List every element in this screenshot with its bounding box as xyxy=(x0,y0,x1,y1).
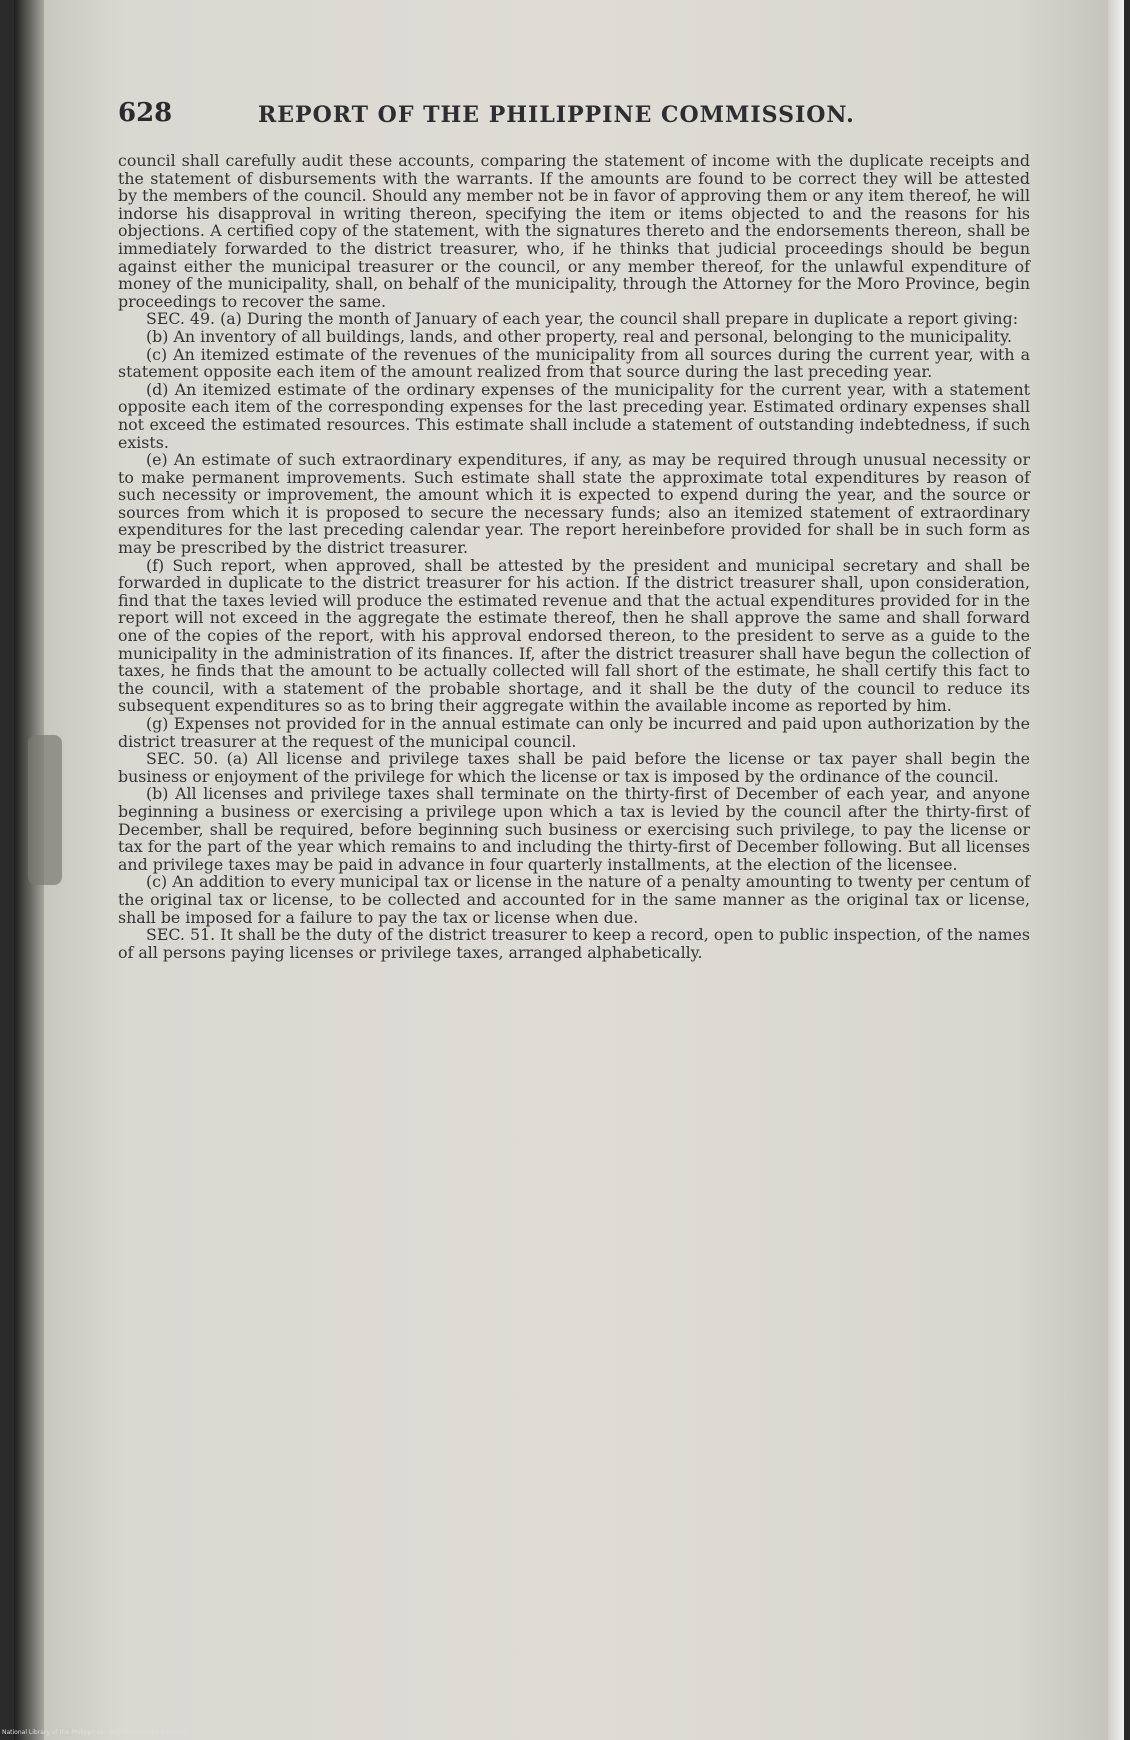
paragraph-sec-49-c: (c) An itemized estimate of the revenues of the municipality from all sources during the current year, with a statement opposite each item of the amount realized from that source during the last preceding year. xyxy=(118,344,1030,382)
paragraph-sec-49-a: SEC. 49. (a) During the month of January of each year, the council shall prepare in duplicate a report giving: xyxy=(146,309,1019,329)
paragraph-continuation: council shall carefully audit these accounts, comparing the statement of income with the duplicate receipts and the statement of disbursements with the warrants. If the amounts are found to be correct they will be attested by the members of the council. Should any member not be in favor of approving them or any item thereof, he will indorse his disapproval in writing thereon, specifying the item or items objected to and the reasons for his objections. A certified copy of the statement, with the signatures thereto and the endorsements thereon, shall be immediately forwarded to the district treasurer, who, if he thinks that judicial proceedings should be begun against either the municipal treasurer or the council, or any member thereof, for the unlawful expenditure of money of the municipality, shall, on behalf of the municipality, through the Attorney for the Moro Province, begin proceedings to recover the same. xyxy=(118,151,1030,311)
page-number: 628 xyxy=(118,98,173,128)
running-head: REPORT OF THE PHILIPPINE COMMISSION. xyxy=(258,102,855,128)
binding-clip xyxy=(28,735,62,885)
page-edge xyxy=(1108,0,1124,1740)
paragraph-sec-50-b: (b) All licenses and privilege taxes shall terminate on the thirty-first of December of each year, and anyone beginning a business or exercising a privilege upon which a tax is levied by the council after the thirty-first of December, shall be required, before beginning such business or exercising such privilege, to pay the license or tax for the part of the year which remains to and including the thirty-first of December following. But all licenses and privilege taxes may be paid in advance in four quarterly installments, at the election of the licensee. xyxy=(118,784,1030,874)
paragraph-sec-49-g: (g) Expenses not provided for in the annual estimate can only be incurred and paid upon authorization by the district treasurer at the request of the municipal council. xyxy=(118,714,1030,751)
paragraph-sec-49-e: (e) An estimate of such extraordinary expenditures, if any, as may be required through unusual necessity or to make permanent improvements. Such estimate shall state the approximate total expenditures by reason of such necessity or improvement, the amount which it is expected to expend during the year, and the source or sources from which it is proposed to secure the necessary funds; also an itemized statement of extraordinary expenditures for the last preceding calendar year. The report hereinbefore provided for shall be in such form as may be prescribed by the district treasurer. xyxy=(118,450,1030,558)
paragraph-sec-49-d: (d) An itemized estimate of the ordinary expenses of the municipality for the current year, with a statement opposite each item of the corresponding expenses for the last preceding year. Estimated ordinary expenses shall not exceed the estimated resources. This estimate shall include a statement of outstanding indebtedness, if such exists. xyxy=(118,379,1030,452)
page-header xyxy=(118,98,1028,134)
scan-credit: National Library of the Philippines - 0000P00002921 9272081 xyxy=(2,1729,188,1736)
paragraph-sec-49-b: (b) An inventory of all buildings, lands, and other property, real and personal, belonging to the municipality. xyxy=(146,326,1012,346)
body-text xyxy=(118,152,1030,961)
paragraph-sec-50-c: (c) An addition to every municipal tax or license in the nature of a penalty amounting to twenty per centum of the original tax or license, to be collected and accounted for in the same manner as the original tax or license, shall be imposed for a failure to pay the tax or license when due. xyxy=(118,872,1030,927)
paragraph-sec-50-a: SEC. 50. (a) All license and privilege taxes shall be paid before the license or tax payer shall begin the business or enjoyment of the privilege for which the license or tax is imposed by the ordinance of the council. xyxy=(118,749,1030,786)
paragraph-sec-49-f: (f) Such report, when approved, shall be attested by the president and municipal secretary and shall be forwarded in duplicate to the district treasurer for his action. If the district treasurer shall, upon consideration, find that the taxes levied will produce the estimated revenue and that the actual expenditures provided for in the report will not exceed in the aggregate the estimate thereof, then he shall approve the same and shall forward one of the copies of the report, with his approval endorsed thereon, to the president to serve as a guide to the municipality in the administration of its finances. If, after the district treasurer shall have begun the collection of taxes, he finds that the amount to be actually collected will fall short of the estimate, he shall certify this fact to the council, with a statement of the probable shortage, and it shall be the duty of the council to reduce its subsequent expenditures so as to bring their aggregate within the available income as reported by him. xyxy=(118,555,1030,716)
paragraph-sec-51: SEC. 51. It shall be the duty of the district treasurer to keep a record, open to public inspection, of the names of all persons paying licenses or privilege taxes, arranged alphabetically. xyxy=(118,925,1030,962)
